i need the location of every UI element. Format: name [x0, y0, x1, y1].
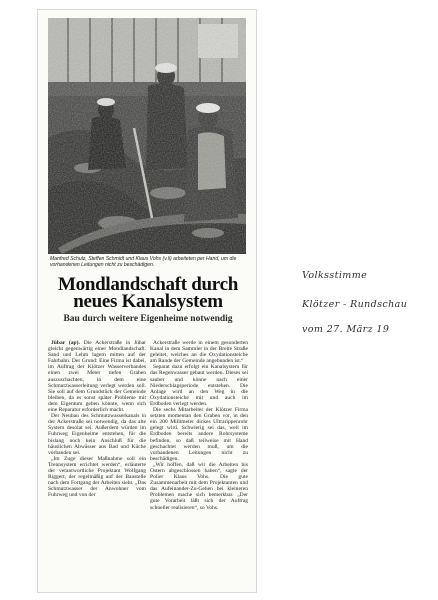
handwritten-source-date: vom 27. März 19: [302, 324, 390, 335]
article-subheadline: Bau durch weitere Eigenheime notwendig: [63, 314, 233, 324]
handwritten-source-newspaper: Volksstimme: [302, 270, 368, 281]
article-column-right: [150, 340, 248, 588]
article-column-left: [48, 340, 146, 588]
article-headline: [46, 276, 250, 310]
newspaper-clipping: [38, 10, 256, 592]
photo-workers-in-trench: [48, 18, 246, 254]
paragraph: Ackerstraße werde in einem gesonderten Kanal in dem Sammler in der Breite Straße geleitet, welches an die Oxydationsteiche am Rande der Gemeinde angebunden ist.“: [150, 340, 248, 365]
paragraph: „Im Zuge dieser Maßnahme soll ein Trennsystem errichtet werden“, erläuterte der verantwortliche Projektant Wolfgang Riggert, der regelmäßig auf der Baustelle nach dem Fortgang der Arbeiten sieht. „Das Schmutzwasser der Anwohner vom Fuhrweg und von der: [48, 455, 146, 499]
paragraph: Der Neubau des Schmutzwasserkanals in der Ackerstraße sei notwendig, da das alte System desolat sei. Außerdem würden im Fuhrweg Eigenheime entstehen, für die bislang noch kein Anschluß für die häuslichen Abwässer aus Bad und Küche vorhanden sei.: [48, 413, 146, 456]
dateline: Jübar (ap).: [51, 340, 80, 346]
headline-line-1: Mondlandschaft durch: [57, 274, 238, 295]
paragraph: [48, 340, 146, 413]
headline-line-2: neues Kanalsystem: [73, 291, 223, 312]
paragraph-text: Die Ackerstraße in Jübar gleicht gegenwärtig einer Mondlandschaft. Sand und Lehm lagern mitten auf der Fahrbahn. Der Grund: Eine Firma ist dabei, im Auftrag der Klötzer Wasserverbandes einen zwei Meter tiefen Graben auszuschachten, in dem eine Schmutzwasserleitung verlegt werden soll. Sie soll auf dem Grundstück der Gemeinde bleiben, da es sonst später Probleme mit dem Eigentum geben könnte, wenn sich eine Reparatur erforderlich macht.: [48, 340, 146, 414]
paragraph: Die sechs Mitarbeiter der Klötzer Firma setzten momentan den Graben vor, in den ein 200 Millimeter dickes Ultrarippenrohr gelegt wird. Schwierig sei das, weil im Erdboden bereits andere Rohrsysteme befinden, so daß teilweise mit Hand geschachtet werden muß, um die vorhandenen Leitungen nicht zu beschädigen.: [150, 407, 248, 462]
paragraph: Separat dazu erfolgt ein Kanalsystem für das Regenwasser gebaut werden. Dieses sei sauber und könne nach einer Niederschlagsperiode entstehen. Die Anlage wird an den Weg in die Oxydationsteiche mit und auch im Erdboden verlegt werden.: [150, 364, 248, 407]
news-photo: [48, 18, 246, 254]
handwritten-source-section: Klötzer - Rundschau: [302, 299, 408, 310]
paragraph: „Wir hoffen, daß wir die Arbeiten bis Ostern abgeschlossen haben“, sagte der Polier Klaus Vohs. Die gute Zusammenarbeit mit dem Projektanten und das Aufeinander-Zu-Gehen bei kleineren Problemen mache sich bemerkbar. „Der gute Vorarbeit läßt sich der Auftrag schneller realisieren“, so Vohs.: [150, 461, 248, 511]
photo-caption: Manfred Schulz, Steffen Schmidt und Klaus Vohs (v.li) arbeiteten per Hand, um die vorhandenen Leitungen nicht zu beschädigen.: [50, 256, 237, 269]
